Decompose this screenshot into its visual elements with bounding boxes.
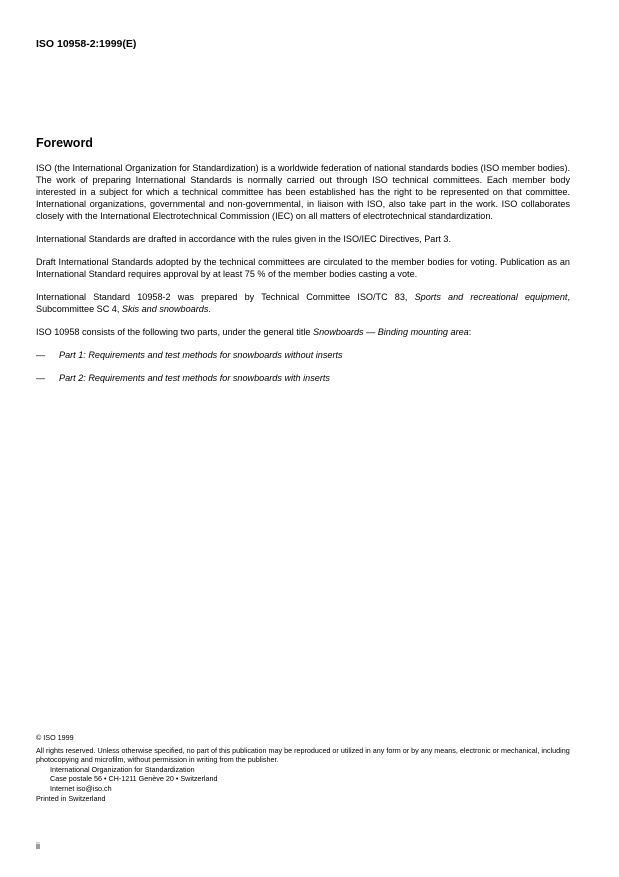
parts-text-c: : xyxy=(468,327,472,337)
page-number: ii xyxy=(36,841,40,851)
paragraph-preparation xyxy=(36,291,570,315)
parts-text-a: ISO 10958 consists of the following two parts, under the general title xyxy=(36,327,314,337)
org-name: International Organization for Standardization xyxy=(50,764,195,774)
paragraph-directives: International Standards are drafted in accordance with the rules given in the ISO/IEC Directives, Part 3. xyxy=(36,234,451,244)
paragraph-voting: Draft International Standards adopted by the technical committees are circulated to the member bodies for voting. Publication as an International Standard requires approval by at least 75 % of the member bodies casting a vote. xyxy=(36,257,570,279)
part-1-title: Part 1: Requirements and test methods for snowboards without inserts xyxy=(59,350,343,360)
rights-statement: All rights reserved. Unless otherwise specified, no part of this publication may be reproduced or utilized in any form or by any means, electronic or mechanical, including photocopying and microfilm, without permission in writing from the publisher. xyxy=(36,745,570,765)
prep-text-a: International Standard 10958-2 was prepared by Technical Committee ISO/TC 83, xyxy=(36,292,415,302)
org-address: Case postale 56 • CH-1211 Genève 20 • Switzerland xyxy=(50,774,218,784)
prep-subcommittee-title: Skis and snowboards xyxy=(121,304,209,314)
part-2-title: Part 2: Requirements and test methods for snowboards with inserts xyxy=(59,373,330,383)
document-id: ISO 10958-2:1999(E) xyxy=(36,38,137,50)
parts-general-title: Snowboards — Binding mounting area xyxy=(313,327,469,337)
foreword-body xyxy=(36,162,570,395)
printed-in: Printed in Switzerland xyxy=(36,793,106,803)
prep-committee-title: Sports and recreational equipment xyxy=(414,292,568,302)
paragraph-parts xyxy=(36,326,570,338)
prep-text-e: . xyxy=(208,304,211,314)
dash-bullet: — xyxy=(36,350,46,360)
section-title: Foreword xyxy=(36,136,93,150)
prep-text-c: , Subcommittee SC 4, xyxy=(36,292,570,314)
paragraph-iso-intro: ISO (the International Organization for Standardization) is a worldwide federation of national standards bodies (ISO member bodies). The work of preparing International Standards is normally carried out through ISO technical committees. Each member body interested in a subject for which a technical committee has been established has the right to be represented on that committee. International organizations, governmental and non-governmental, in liaison with ISO, also take part in the work. ISO collaborates closely with the International Electrotechnical Commission (IEC) on all matters of electrotechnical standardization. xyxy=(36,163,570,221)
copyright-footer xyxy=(36,733,576,803)
list-item-part-1 xyxy=(36,349,570,361)
dash-bullet: — xyxy=(36,373,46,383)
copyright-line: © ISO 1999 xyxy=(36,733,74,742)
list-item-part-2 xyxy=(36,372,570,384)
org-internet: Internet iso@iso.ch xyxy=(50,783,112,793)
